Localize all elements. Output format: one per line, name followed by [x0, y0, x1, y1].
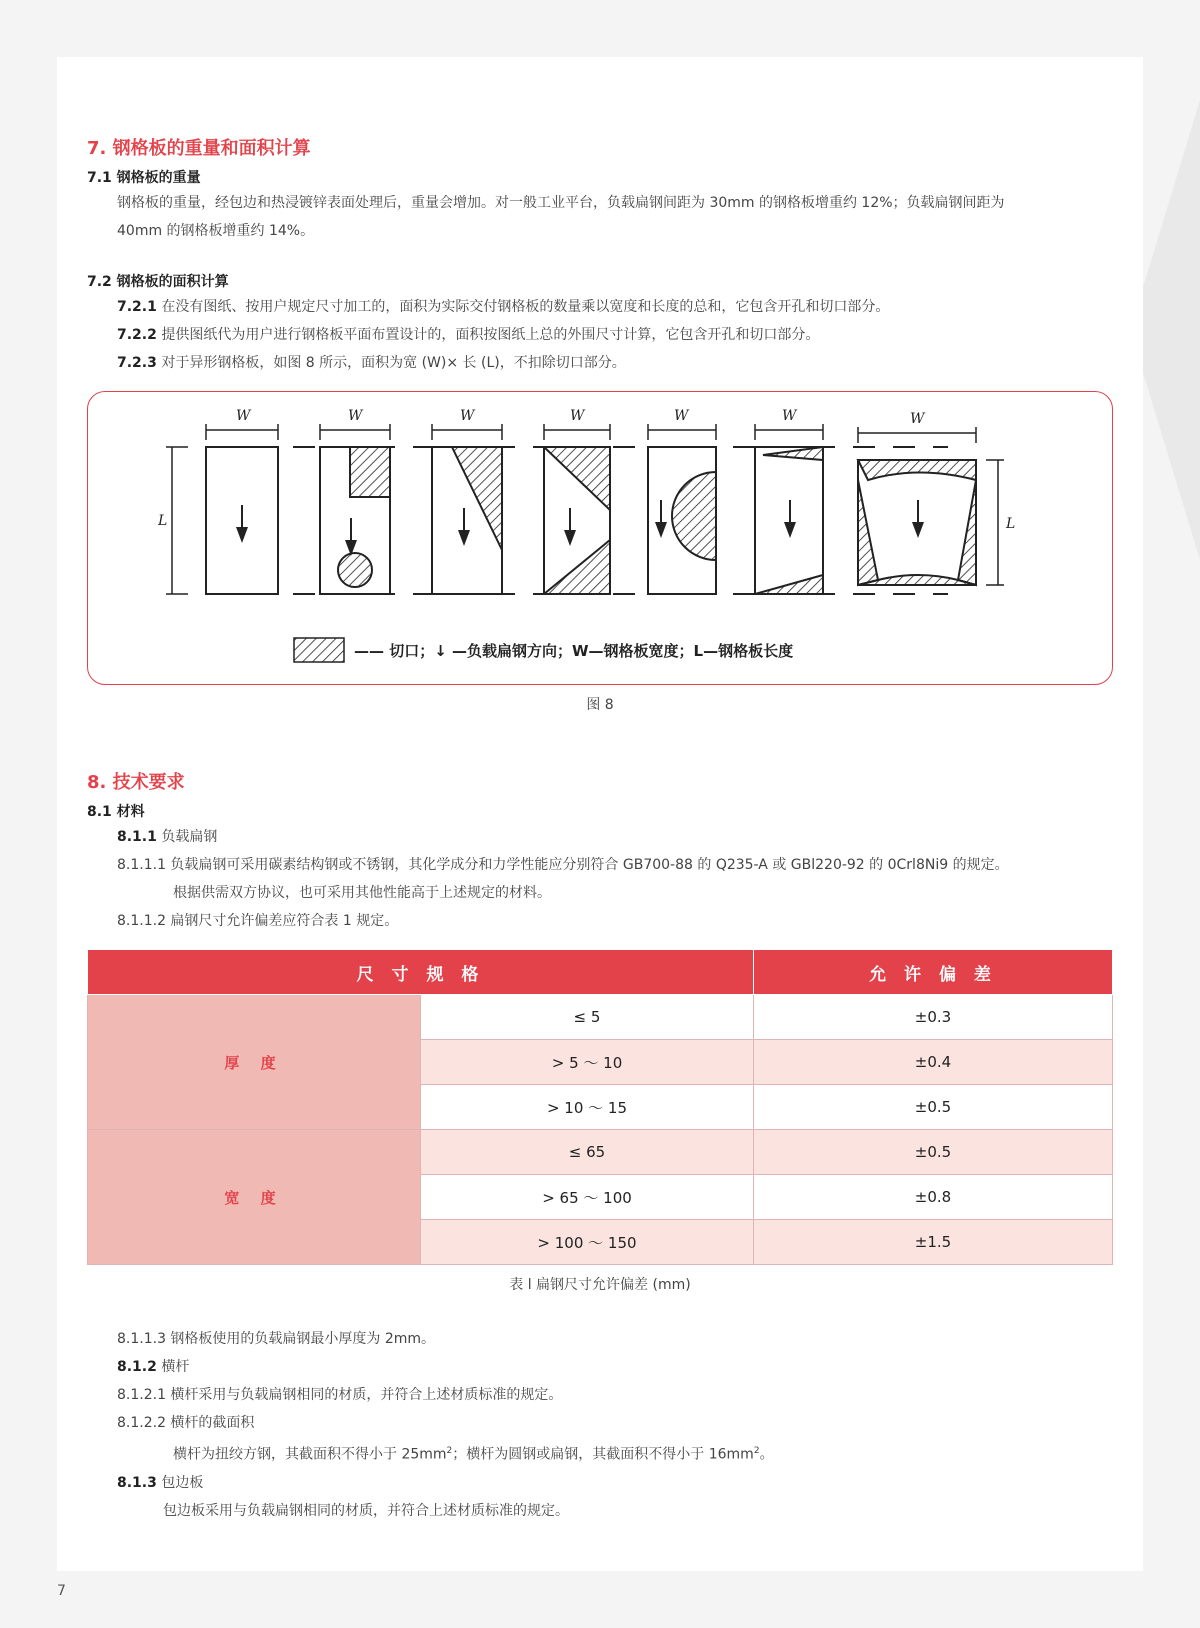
- item-number: 7.2.2: [117, 327, 157, 343]
- item-7-2-2: [87, 321, 1113, 349]
- item-8-1-1: [87, 823, 1113, 851]
- item-8-1-1-2: 8.1.1.2 扁钢尺寸允许偏差应符合表 1 规定。: [117, 913, 399, 929]
- cell-tol: ±0.5: [754, 1130, 1113, 1175]
- item-8-1-3-text: 包边板采用与负载扁钢相同的材质，并符合上述材质标准的规定。: [163, 1502, 569, 1519]
- item-number: 7.2.3: [117, 355, 157, 371]
- content: [87, 137, 1113, 1525]
- figure-8-box: [87, 391, 1113, 685]
- superscript: 2: [446, 1446, 453, 1456]
- w-label: W: [674, 408, 689, 424]
- grating-shapes-diagram: [158, 400, 1038, 680]
- section-8-title: 8. 技术要求: [87, 772, 185, 793]
- w-label: W: [236, 408, 251, 424]
- table-row: [88, 1130, 1113, 1175]
- group-width: 宽 度: [88, 1130, 421, 1265]
- text-part: 横杆为扭绞方钢，其截面积不得小于 25mm: [173, 1446, 447, 1463]
- item-8-1-2: [87, 1353, 1113, 1381]
- item-number: 7.2.1: [117, 299, 157, 315]
- item-8-1-1-3: 8.1.1.3 钢格板使用的负载扁钢最小厚度为 2mm。: [117, 1331, 436, 1347]
- item-number: 8.1.1: [117, 829, 157, 845]
- w-label: W: [348, 408, 363, 424]
- item-text: 对于异形钢格板，如图 8 所示，面积为宽 (W)× 长 (L)，不扣除切口部分。: [161, 355, 626, 371]
- item-8-1-2-1: 8.1.2.1 横杆采用与负载扁钢相同的材质，并符合上述材质标准的规定。: [117, 1387, 563, 1403]
- table-caption: 表 l 扁钢尺寸允许偏差 (mm): [509, 1277, 691, 1293]
- section-7-1-text-line1: 钢格板的重量，经包边和热浸镀锌表面处理后，重量会增加。对一般工业平台，负载扁钢间距为 30mm 的钢格板增重约 12%；负载扁钢间距为: [117, 195, 1005, 211]
- cell-spec: ≤ 65: [421, 1130, 754, 1175]
- w-label: W: [460, 408, 475, 424]
- text-part: 。: [759, 1446, 774, 1463]
- cell-tol: ±0.4: [754, 1040, 1113, 1085]
- section-7-1-title: 7.1 钢格板的重量: [87, 170, 201, 186]
- cell-spec: ≤ 5: [421, 995, 754, 1040]
- item-7-2-1: [87, 293, 1113, 321]
- cell-tol: ±1.5: [754, 1220, 1113, 1265]
- item-8-1-1-1-cont: 根据供需双方协议，也可采用其他性能高于上述规定的材料。: [173, 885, 551, 901]
- item-8-1-2-2-text: [87, 1437, 1113, 1469]
- w-label: W: [910, 411, 925, 427]
- group-thickness: 厚 度: [88, 995, 421, 1130]
- item-8-1-3: [87, 1469, 1113, 1497]
- cell-spec: > 5 ～ 10: [421, 1040, 754, 1085]
- item-7-2-3: [87, 349, 1113, 377]
- table-header-spec: 尺 寸 规 格: [88, 950, 754, 995]
- cell-spec: > 65 ～ 100: [421, 1175, 754, 1220]
- item-text: 在没有图纸、按用户规定尺寸加工的，面积为实际交付钢格板的数量乘以宽度和长度的总和，它包含开孔和切口部分。: [161, 299, 890, 315]
- item-text: 包边板: [161, 1474, 204, 1491]
- item-number: 8.1.3: [117, 1474, 157, 1491]
- item-text: 提供图纸代为用户进行钢格板平面布置设计的，面积按图纸上总的外围尺寸计算，它包含开孔和切口部分。: [161, 327, 820, 343]
- item-number: 8.1.2: [117, 1359, 157, 1375]
- cell-tol: ±0.3: [754, 995, 1113, 1040]
- superscript: 2: [753, 1446, 760, 1456]
- text-part: ；横杆为圆钢或扁钢，其截面积不得小于 16mm: [452, 1446, 754, 1463]
- cell-spec: > 100 ～ 150: [421, 1220, 754, 1265]
- l-label: L: [1006, 516, 1016, 532]
- table-row: [88, 995, 1113, 1040]
- w-label: W: [782, 408, 797, 424]
- legend-text: —— 切口；↓ —负载扁钢方向；W—钢格板宽度；L—钢格板长度: [354, 642, 794, 660]
- cell-tol: ±0.5: [754, 1085, 1113, 1130]
- w-label: W: [570, 408, 585, 424]
- l-label: L: [158, 513, 168, 529]
- cell-spec: > 10 ～ 15: [421, 1085, 754, 1130]
- section-7-2-title: 7.2 钢格板的面积计算: [87, 274, 229, 290]
- table-header-tolerance: 允 许 偏 差: [754, 950, 1113, 995]
- tolerance-table: [87, 949, 1113, 1265]
- section-8-1-title: 8.1 材料: [87, 804, 145, 820]
- page-sheet: [57, 57, 1143, 1571]
- section-7-1-text-line2: 40mm 的钢格板增重约 14%。: [117, 223, 315, 239]
- item-text: 横杆: [161, 1359, 190, 1375]
- item-text: 负载扁钢: [161, 829, 218, 845]
- item-8-1-2-2: 8.1.2.2 横杆的截面积: [117, 1415, 255, 1431]
- section-7-title: 7. 钢格板的重量和面积计算: [87, 138, 311, 159]
- figure-caption: 图 8: [586, 697, 614, 713]
- cell-tol: ±0.8: [754, 1175, 1113, 1220]
- item-8-1-1-1: 8.1.1.1 负载扁钢可采用碳素结构钢或不锈钢，其化学成分和力学性能应分别符合 GB700-88 的 Q235-A 或 GBl220-92 的 0Crl8Ni9 的规定。: [117, 857, 1009, 873]
- page-number: 7: [57, 1583, 66, 1599]
